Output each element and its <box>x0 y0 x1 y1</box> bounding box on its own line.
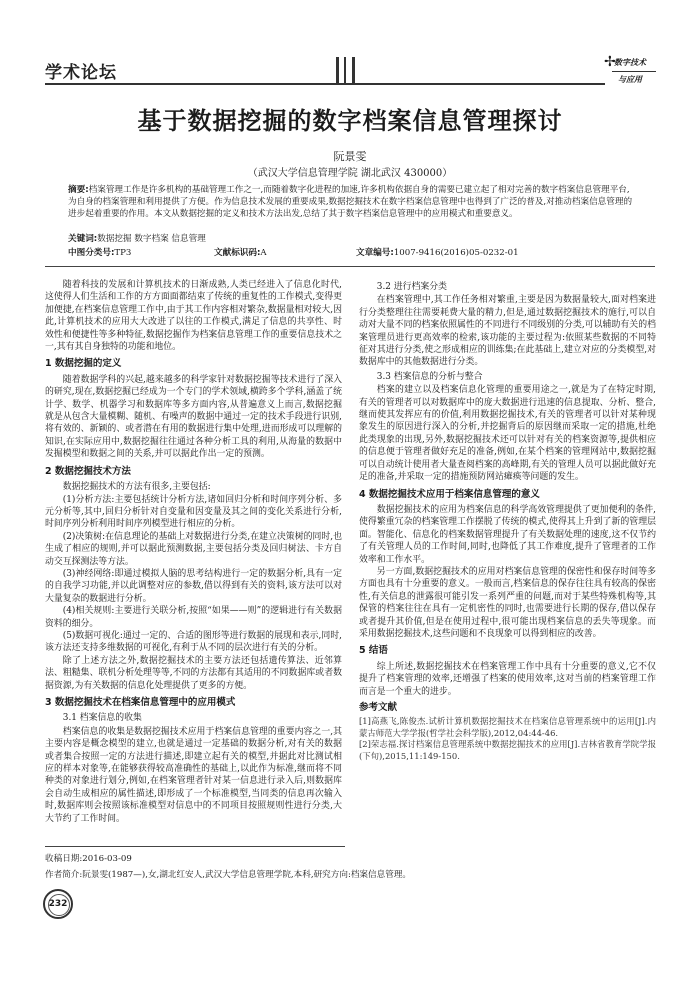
clc-number: 中图分类号:TP3 <box>68 248 132 258</box>
reference-item: [2]荣志福.探讨档案信息管理系统中数据挖掘技术的应用[J].吉林省教育学院学报(下旬),2015,11:149-150. <box>359 739 656 761</box>
subsection-3-3-heading: 3.3 档案信息的分析与整合 <box>376 371 483 382</box>
subsection-3-1-heading: 3.1 档案信息的收集 <box>62 713 142 724</box>
references-heading: 参考文献 <box>359 702 398 713</box>
header-rule <box>45 83 605 85</box>
section-2-paragraph: 数据挖掘技术的方法有很多,主要包括: <box>62 482 211 493</box>
author-affiliation: （武汉大学信息管理学院 湖北武汉 430000） <box>247 168 453 179</box>
section-4-heading: 4 数据挖掘技术应用于档案信息管理的意义 <box>359 488 540 500</box>
abstract <box>68 184 633 220</box>
article-number: 文章编号:1007-9416(2016)05-0232-01 <box>356 248 519 258</box>
keywords-text: 数据挖掘 数字档案 信息管理 <box>97 234 206 244</box>
abstract-label: 摘要: <box>68 185 89 195</box>
section-2-paragraph: (5)数据可视化:通过一定的、合适的图形等进行数据的展现和表示,同时,该方法还支持多维数据的可视化,有利于从不同的层次进行有关的分析。 <box>45 630 342 654</box>
abstract-text: 档案管理工作是许多机构的基础管理工作之一,而随着数字化进程的加速,许多机构依据自身的需要已建立起了相对完善的数字档案信息管理平台,为自身的档案管理和利用提供了方便。作为信息技术发展的重要成果,数据挖掘技术在数字档案信息管理中也得到了广泛的普及,对推动档案信息管理的进步起着重要的作用。本文从数据挖掘的定义和技术方法出发,总结了其于数字档案信息管理中的应用模式和重要意义。 <box>68 185 633 219</box>
document-code: 文献标识码:A <box>214 248 267 258</box>
author-name: 阮景雯 <box>333 150 367 163</box>
section-5-heading: 5 结语 <box>359 645 388 657</box>
body-column-left <box>45 279 342 824</box>
keywords <box>68 232 206 244</box>
section-4-paragraph: 数据挖掘技术的应用为档案信息的科学高效管理提供了更加便利的条件,使得繁重冗杂的档案管理工作摆脱了传统的模式,使得其上升到了新的管理层面。智能化、信息化的档案数据管理提升了有关数据处理的速度,这不仅节约了有关管理人员的工作时间,同时,也降低了其工作难度,提升了管理者的工作效率和工作水平。 <box>359 504 656 565</box>
section-2-heading: 2 数据挖掘技术方法 <box>45 465 131 477</box>
section-2-paragraph: (2)决策树:在信息理论的基础上对数据进行分类,在建立决策树的同时,也生成了相应的规则,并可以据此预测数据,主要包括分类及回归树法、卡方自动交互探测法等方法。 <box>45 531 342 567</box>
section-2-paragraph: 除了上述方法之外,数据挖掘技术的主要方法还包括遗传算法、近邻算法、粗糙集、联机分析处理等等,不同的方法都有其适用的不同数据库或者数据资源,为有关数据的信息化处理提供了更多的方便。 <box>45 655 342 691</box>
intro-paragraph: 随着科技的发展和计算机技术的日渐成熟,人类已经进入了信息化时代,这使得人们生活和工作的方方面面都结束了传统的重复性的工作模式,变得更加便捷,在档案信息管理工作中,由于其工作内容相对繁杂,数据量相对较大,因此,计算机技术的应用大大改进了以往的工作模式,满足了信息的共享性、时效性和便捷性等多种特征,数据挖掘作为档案信息管理工作的重要信息技术之一,其有其自身独特的功能和地位。 <box>45 280 342 353</box>
section-2-paragraph: (1)分析方法:主要包括统计分析方法,诸如回归分析和时间序列分析、多元分析等,其中,回归分析针对自变量和因变量及其之间的变化关系进行分析,时间序列分析利用时间序列模型进行相应的分析。 <box>45 494 342 530</box>
reference-item: [1]高燕飞,陈俊杰.试析计算机数据挖掘技术在档案信息管理系统中的运用[J].内蒙古师范大学学报(哲学社会科学版),2012,04:44-46. <box>359 716 656 738</box>
keywords-label: 关键词: <box>68 234 98 244</box>
article-title: 基于数据挖掘的数字档案信息管理探讨 <box>137 107 563 135</box>
section-1-paragraph: 随着数据学科的兴起,越来越多的科学家针对数据挖掘等技术进行了深入的研究,现在,数据挖掘已经成为一个专门的学术领域,横跨多个学科,涵盖了统计学、数学、机器学习和数据库等多方面内容,从普遍意义上而言,数据挖掘就是从包含大量模糊、随机、有噪声的数据中通过一定的技术手段进行识别,将有效的、新颖的、或者潜在有用的数据进行集中处理,进而形成可以理解的知识,在实际应用中,数据挖掘往往通过各种分析工具的利用,从海量的数据中发掘模型和数据之间的关系,并可以据此作出一定的预测。 <box>45 374 342 460</box>
author-bio: 作者简介:阮景雯(1987—),女,湖北红安人,武汉大学信息管理学院,本科,研究方向:档案信息管理。 <box>45 870 411 880</box>
page-number: 232 <box>48 899 68 909</box>
header-bars-decoration <box>336 57 358 83</box>
received-date: 收稿日期:2016-03-09 <box>45 854 132 864</box>
subsection-3-2-heading: 3.2 进行档案分类 <box>376 282 447 292</box>
journal-logo <box>604 54 658 88</box>
logo-cross-icon: ✢ <box>604 54 616 70</box>
body-column-right <box>359 279 656 762</box>
page-number-badge <box>43 889 73 919</box>
subsection-3-1-paragraph: 档案信息的收集是数据挖掘技术应用于档案信息管理的重要内容之一,其主要内容是概念模型的建立,也就是通过一定基础的数据分析,对有关的数据或者集合按照一定的方法进行描述,即建立起有关的模型,并据此对比测试相应的样本对象等,在能够获得较高准确性的基础上,以此作为标准,继而将不同种类的对象进行划分,例如,在档案管理者针对某一信息进行录入后,则数据库会自动生成相应的属性描述,即形成了一个标准模型,当同类的信息再次输入时,数据库则会按照该标准模型对信息中的不同项目按照规则性进行分类,大大节约了工作时间。 <box>45 726 342 824</box>
logo-line-1: 数字技术 <box>614 57 646 67</box>
section-2-paragraph: (4)相关规则:主要进行关联分析,按照“如果——则”的逻辑进行有关数据资料的细分。 <box>45 606 342 629</box>
subsection-3-2-paragraph: 在档案管理中,其工作任务相对繁重,主要是因为数据量较大,面对档案进行分类整理往往需要耗费大量的精力,但是,通过数据挖掘技术的施行,可以自动对大量不同的档案依照属性的不同进行不同级别的分类,可以辅助有关的档案管理员进行更高效率的检索,该功能的主要过程为:依照某些数据的不同特征对其进行分类,使之形成相应的训练集;在此基础上,建立对应的分类模型,对数据库中的其他数据进行分类。 <box>359 295 656 368</box>
logo-line-2: 与应用 <box>618 74 642 84</box>
title-divider <box>45 266 655 267</box>
section-5-paragraph: 综上所述,数据挖掘技术在档案管理工作中具有十分重要的意义,它不仅提升了档案管理的效率,还增强了档案的使用效率,这对当前的档案管理工作而言是一个重大的进步。 <box>359 661 656 697</box>
section-2-paragraph: (3)神经网络:即通过模拟人脑的思考结构进行一定的数据分析,具有一定的自我学习功能,并以此调整对应的参数,借以得到有关的资料,该方法可以对大量复杂的数据进行分析。 <box>45 568 342 604</box>
section-4-paragraph: 另一方面,数据挖掘技术的应用对档案信息管理的保密性和保存时间等多方面也具有十分重要的意义。一般而言,档案信息的保存往往具有较高的保密性,有关信息的泄露很可能引发一系列严重的问题,而对于某些特殊机构等,其保管的档案往往在具有一定机密性的同时,也需要进行长期的保存,借以保存或者提升其价值,但是在使用过程中,很可能出现档案信息的丢失等现象。而采用数据挖掘技术,这些问题和不良现象可以得到相应的改善。 <box>359 566 656 639</box>
section-3-heading: 3 数据挖掘技术在档案信息管理中的应用模式 <box>45 697 236 708</box>
footnote-rule <box>45 846 345 847</box>
section-1-heading: 1 数据挖掘的定义 <box>45 358 122 370</box>
subsection-3-3-paragraph: 档案的建立以及档案信息化管理的重要用途之一,就是为了在特定时期,有关的管理者可以对数据库中的庞大数据进行迅速的信息提取、分析、整合,继而使其发挥应有的价值,利用数据挖掘技术,有关的管理者可以针对某种现象发生的原因进行深入的分析,并挖掘背后的原因继而采取一定的措施,杜绝此类现象的出现,另外,数据挖掘技术还可以针对有关的档案资源等,提供相应的信息便于管理者做好充足的准备,例如,在某个档案的管理网站中,数据挖掘可以自动统计使用者大量查阅档案的高峰期,有关的管理人员可以据此做好充足的准备,并采取一定的措施预防网站瘫痪等问题的发生。 <box>359 385 656 483</box>
section-label: 学术论坛 <box>45 63 117 83</box>
